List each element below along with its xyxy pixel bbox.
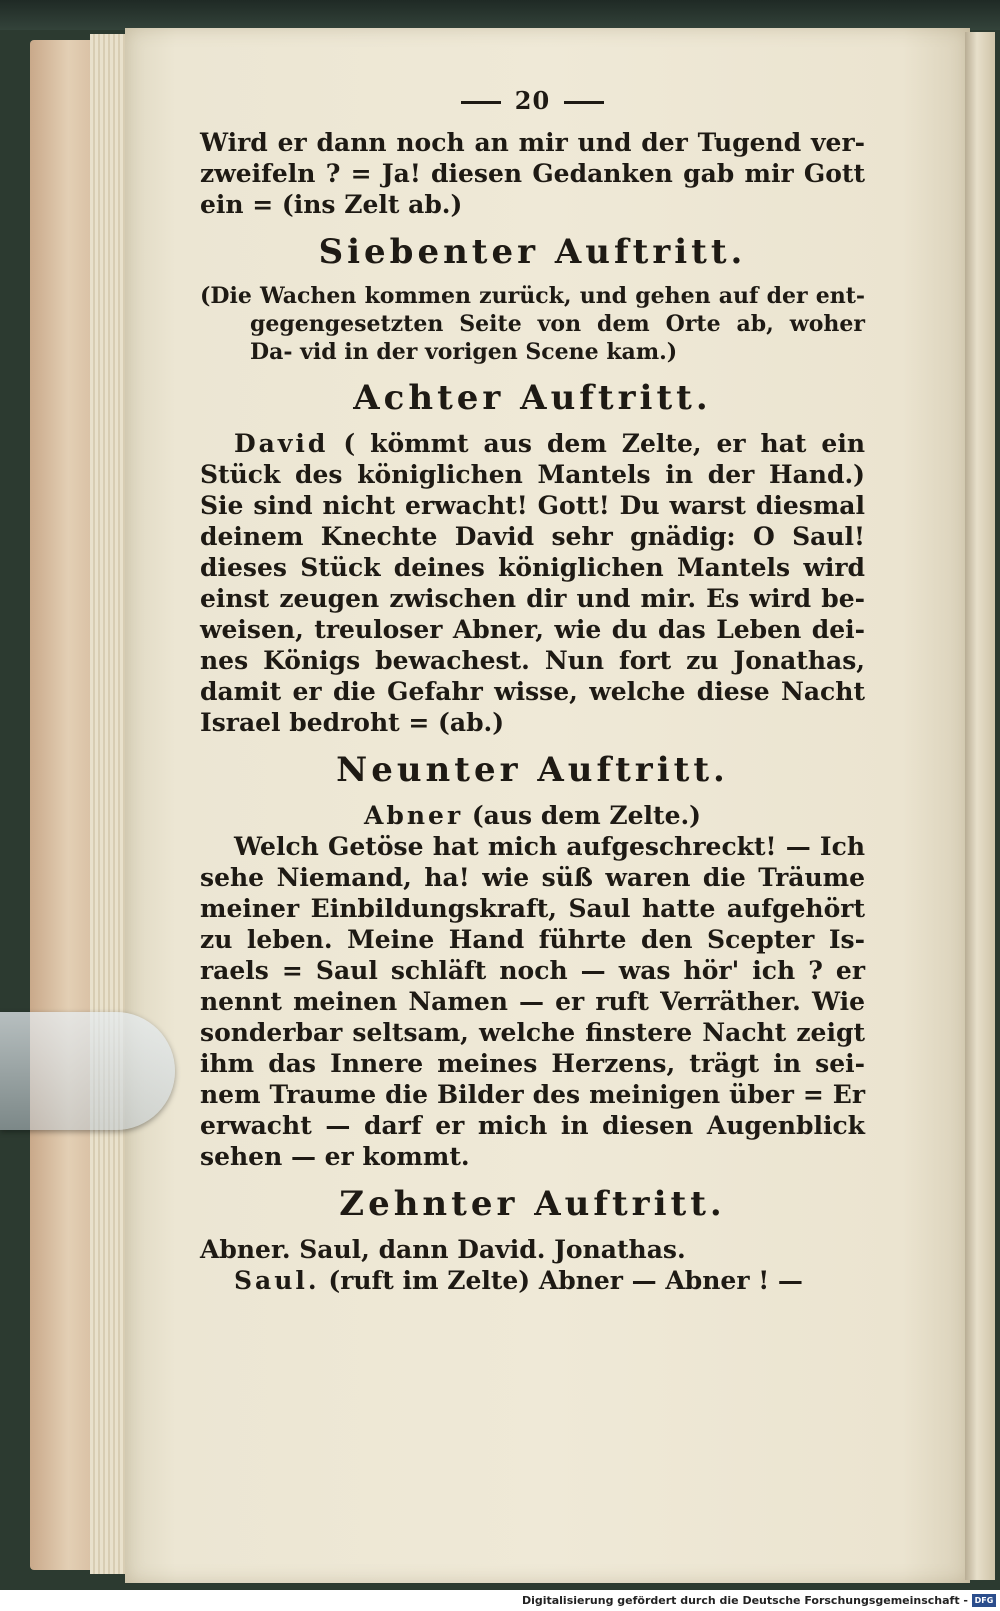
scene-heading-10: Zehnter Auftritt. — [339, 1184, 726, 1224]
paragraph-9: Welch Getöse hat mich aufgeschreckt! — Ich sehe Niemand, ha! wie süß waren die Träume meiner Einbildungskraft, Saul hatte aufgehört zu leben. Meine Hand führte den Scepter Is- raels = Saul schläft noch — was hör' ich ? er nennt meinen Namen — er ruft Verräther. Wie sonderbar seltsam, welche finstere Nacht zeigt ihm das Innere meines Herzens, trägt in sei- nem Traume die Bilder des meinigen über = Er erwacht — darf er mich in diesen Augenblick sehen — er kommt. — [200, 832, 865, 1171]
dfg-logo: DFG — [972, 1594, 996, 1607]
dash-right — [564, 101, 604, 104]
paragraph-1: Wird er dann noch an mir und der Tugend ver- zweifeln ? = Ja! diesen Gedanken gab mir Gott ein = (ins Zelt ab.) — [200, 128, 865, 219]
speech-saul: (ruft im Zelte) Abner — Abner ! — — [328, 1266, 803, 1295]
speaker-abner: Abner — [363, 801, 464, 830]
speaker-line-9 — [200, 800, 865, 831]
scene-heading-8: Achter Auftritt. — [353, 378, 712, 418]
footer-credit: Digitalisierung gefördert durch die Deutsche Forschungsgemeinschaft - — [521, 1594, 968, 1607]
speech-david: ( kömmt aus dem Zelte, er hat ein Stück des königlichen Mantels in der Hand.) Sie sind nicht erwacht! Gott! Du warst diesmal deinem Knechte David sehr gnädig: O Saul! dieses Stück deines königlichen Mantels wird einst zeugen zwischen dir und mir. Es wird be- weisen, treuloser Abner, wie du das Leben dei- nes Königs bewachest. Nun fort zu Jonathas, damit er die Gefahr wisse, welche diese Nacht Israel bedroht = (ab.) — [200, 429, 865, 737]
cast-list-10: Abner. Saul, dann David. Jonathas. — [200, 1235, 686, 1264]
dash-left — [461, 101, 501, 104]
paragraph-10 — [200, 1265, 865, 1296]
paragraph-8 — [200, 428, 865, 738]
speaker-saul: Saul. — [234, 1266, 320, 1295]
page-number: 20 — [200, 86, 865, 115]
speaker-abner-direction: (aus dem Zelte.) — [471, 801, 702, 830]
page-gutter — [965, 32, 995, 1580]
scene-heading-7: Siebenter Auftritt. — [318, 232, 747, 272]
page-text — [200, 86, 865, 1296]
page-holder-clip — [0, 1012, 175, 1130]
stage-direction-7: (Die Wachen kommen zurück, und gehen auf der ent- gegengesetzten Seite von dem Orte ab, woher Da- vid in der vorigen Scene kam.) — [200, 283, 865, 365]
digitization-footer — [0, 1590, 1000, 1611]
scene-heading-9: Neunter Auftritt. — [336, 750, 729, 790]
speaker-david: David — [234, 429, 329, 458]
scan-background-top — [0, 0, 1000, 30]
